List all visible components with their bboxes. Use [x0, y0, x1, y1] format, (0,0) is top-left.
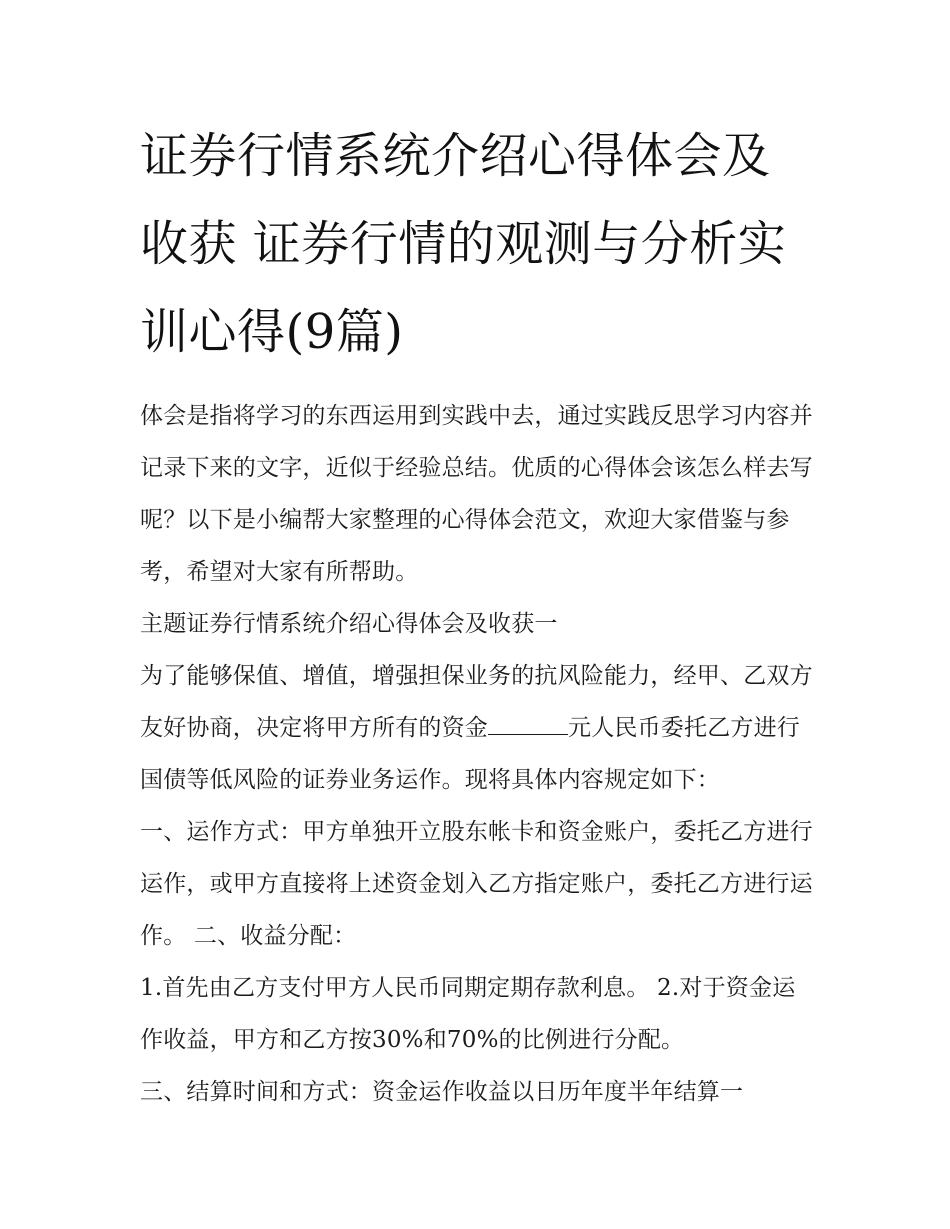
paragraph-delegation [140, 650, 816, 806]
paragraph-delegation-text-after: 元人民币委托乙方进行国债等低风险的证券业务运作。现将具体内容规定如下： [140, 715, 800, 793]
paragraph-delegation-text-before: 为了能够保值、增值，增强担保业务的抗风险能力，经甲、乙双方友好协商，决定将甲方所有的资金 [140, 663, 813, 741]
document-page [140, 112, 816, 1118]
paragraph-profit-distribution: 1.首先由乙方支付甲方人民币同期定期存款利息。 2.对于资金运作收益，甲方和乙方按30%和70%的比例进行分配。 [140, 975, 796, 1053]
paragraph-settlement: 三、结算时间和方式：资金运作收益以日历年度半年结算一 [140, 1079, 744, 1105]
intro-paragraph: 体会是指将学习的东西运用到实践中去，通过实践反思学习内容并记录下来的文字，近似于经验总结。优质的心得体会该怎么样去写呢？以下是小编帮大家整理的心得体会范文，欢迎大家借鉴与参考，希望对大家有所帮助。 [140, 403, 813, 585]
document-title: 证券行情系统介绍心得体会及收获 证券行情的观测与分析实训心得(9篇) [140, 128, 787, 360]
paragraph-operation-method: 一、运作方式：甲方单独开立股东帐卡和资金账户，委托乙方进行运作，或甲方直接将上述资金划入乙方指定账户，委托乙方进行运作。 二、收益分配： [140, 819, 813, 949]
section-heading: 主题证券行情系统介绍心得体会及收获一 [140, 611, 558, 637]
amount-blank-line [488, 716, 568, 735]
